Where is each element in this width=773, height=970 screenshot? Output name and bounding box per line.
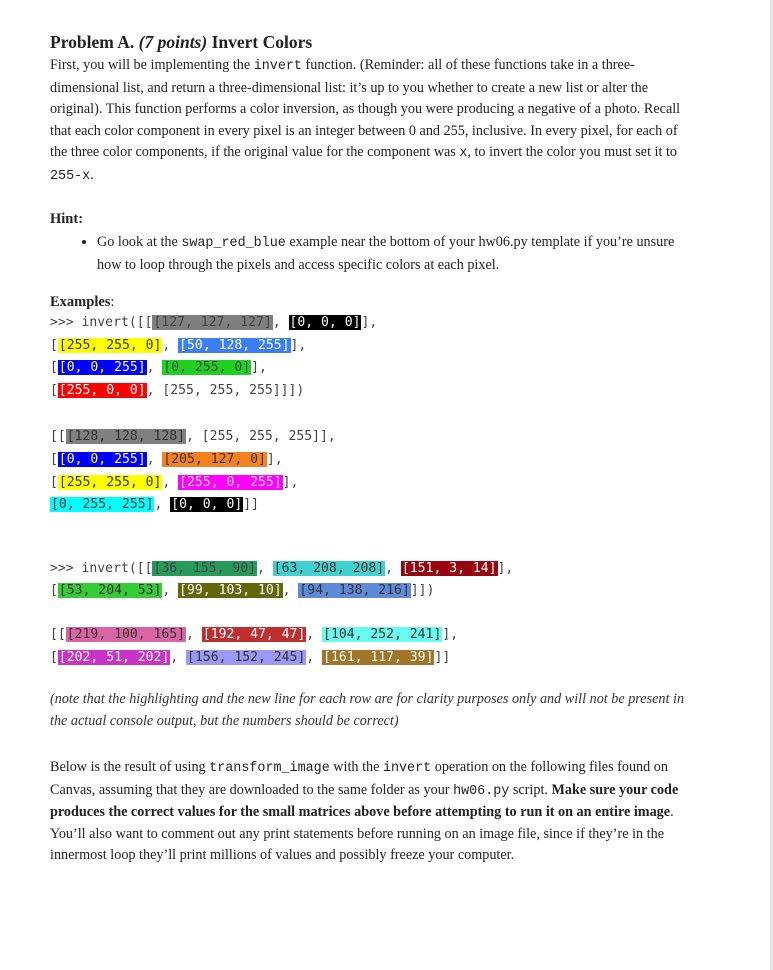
code-text: ,	[146, 360, 163, 376]
code-text: ],	[251, 360, 267, 376]
hint-item	[97, 232, 690, 276]
code-text: ],	[497, 560, 514, 576]
closing-paragraph	[50, 757, 690, 867]
code-text: [	[50, 474, 58, 490]
pixel-highlight: [156, 152, 245]	[187, 649, 306, 665]
closing-bold-warning: Make sure your code produces the correct values for the small matrices above before attempting to run it on an entire image	[50, 781, 679, 821]
code-text: ],	[282, 474, 299, 490]
intro-code-formula: 255-x	[50, 168, 91, 184]
pixel-highlight: [0, 0, 0]	[289, 315, 361, 330]
pixel-highlight: [192, 47, 47]	[202, 626, 306, 642]
example-2-input	[50, 558, 690, 603]
problem-points: (7 points)	[138, 32, 208, 52]
code-text: , [255, 255, 255]]])	[146, 382, 305, 398]
closing-code-invert: invert	[382, 761, 432, 777]
code-line	[50, 624, 690, 647]
code-text: ,	[170, 649, 187, 665]
code-text: ,	[256, 560, 273, 576]
intro-code-invert: invert	[253, 59, 302, 74]
pixel-highlight: [161, 117, 39]	[323, 649, 434, 665]
pixel-highlight: [63, 208, 208]	[273, 560, 385, 576]
code-line	[50, 494, 690, 517]
pixel-highlight: [205, 127, 0]	[163, 451, 266, 467]
code-text: [	[50, 360, 58, 376]
code-line	[50, 312, 690, 335]
pixel-highlight: [255, 255, 0]	[58, 337, 162, 353]
code-text: ,	[306, 626, 323, 642]
hint-text-1: Go look at the	[97, 234, 182, 250]
code-text: ,	[272, 315, 289, 330]
code-text: ,	[162, 583, 179, 599]
hint-code: swap_red_blue	[181, 236, 286, 251]
code-text: [	[50, 337, 58, 353]
example-1-input	[50, 312, 690, 402]
hint-list	[50, 232, 690, 276]
closing-text-5: . You’ll also want to comment out any print statements before running on an image file, since if they’re in the innermost loop they’ll print millions of values and possibly freeze your computer.	[50, 804, 674, 864]
intro-text-2: function. (Reminder: all of these functions take in a three-dimensional list, and return a three-dimensional list: it’s up to you whether to create a new list or alter the original). This function performs a color inversion, as though you were producing a negative of a photo. Recall that each color component in every pixel is an integer between 0 and 255, inclusive. In every pixel, for each of the three color components, if the original value for the component was	[50, 57, 681, 160]
problem-title	[50, 31, 690, 53]
pixel-highlight: [36, 155, 90]	[153, 560, 256, 576]
problem-label: Problem A.	[50, 32, 135, 52]
code-line	[50, 380, 690, 403]
closing-code-transform: transform_image	[209, 761, 330, 777]
examples-colon: :	[110, 294, 115, 310]
closing-text-2: with the	[329, 759, 383, 776]
code-line	[50, 426, 690, 449]
code-text: [	[50, 583, 58, 599]
code-text: ,	[146, 451, 163, 467]
intro-text-3: , to invert the color you must set it to	[467, 144, 678, 160]
pixel-highlight: [0, 255, 0]	[163, 360, 251, 376]
code-text: [[	[50, 429, 66, 445]
pixel-highlight: [128, 128, 128]	[66, 429, 186, 445]
pixel-highlight: [53, 204, 53]	[58, 583, 162, 599]
code-text: ,	[186, 626, 202, 642]
code-text: [	[50, 382, 58, 398]
code-line	[50, 357, 690, 380]
closing-text-3: operation on the following files found on Canvas, assuming that they are downloaded to the same folder as your	[50, 759, 668, 798]
intro-text-1: First, you will be implementing the	[50, 57, 254, 73]
hint-label: Hint:	[50, 211, 84, 227]
hint-text-2: example near the bottom of your hw06.py template if you’re unsure how to loop through the pixels and access specific colors at each pixel.	[97, 234, 675, 273]
code-text: , [255, 255, 255]],	[186, 429, 336, 445]
code-line	[50, 647, 690, 670]
code-text: ],	[361, 315, 378, 330]
pixel-highlight: [0, 0, 255]	[58, 451, 146, 467]
code-line	[50, 558, 690, 581]
code-text: ]]	[434, 649, 451, 665]
document-page	[50, 31, 690, 867]
pixel-highlight: [255, 255, 0]	[58, 474, 162, 490]
closing-text-1: Below is the result of using	[50, 759, 210, 776]
pixel-highlight: [0, 255, 255]	[51, 497, 154, 513]
pixel-highlight: [94, 138, 216]	[299, 583, 410, 599]
code-line	[50, 449, 690, 472]
examples-heading	[50, 292, 690, 312]
pixel-highlight: [99, 103, 10]	[179, 583, 282, 599]
pixel-highlight: [255, 0, 0]	[58, 382, 146, 398]
code-line	[50, 472, 690, 495]
code-line	[50, 335, 690, 358]
example-1-output	[50, 426, 690, 516]
intro-code-x: x	[459, 146, 468, 161]
code-text: ,	[154, 497, 171, 513]
clarity-note: (note that the highlighting and the new line for each row are for clarity purposes only and will not be present in the actual console output, but the numbers should be correct)	[50, 691, 685, 729]
pixel-highlight: [50, 128, 255]	[179, 337, 290, 353]
code-text: >>> invert([[	[50, 315, 153, 330]
examples-label: Examples	[50, 294, 111, 310]
code-text: [[	[50, 626, 66, 642]
code-line	[50, 580, 690, 603]
code-text: ],	[266, 451, 283, 467]
pixel-highlight: [151, 3, 14]	[401, 560, 497, 576]
code-text: >>> invert([[	[50, 560, 153, 576]
pixel-highlight: [127, 127, 127]	[153, 315, 272, 330]
code-text: ,	[162, 474, 179, 490]
pixel-highlight: [255, 0, 255]	[179, 474, 282, 490]
example-2-output	[50, 624, 690, 669]
code-text: ,	[162, 337, 179, 353]
code-text: ]]	[243, 497, 259, 513]
pixel-highlight: [202, 51, 202]	[58, 649, 170, 665]
pixel-highlight: [0, 0, 0]	[171, 497, 243, 513]
code-text: ,	[306, 649, 323, 665]
code-text: ],	[442, 626, 459, 642]
code-text: ,	[282, 583, 299, 599]
code-text: ]])	[410, 583, 435, 599]
closing-text-4: script.	[509, 781, 552, 798]
problem-name: Invert Colors	[211, 32, 313, 52]
intro-paragraph	[50, 55, 690, 187]
pixel-highlight: [0, 0, 255]	[58, 360, 146, 376]
code-text: ],	[290, 337, 307, 353]
closing-code-file: hw06.py	[453, 783, 510, 799]
code-text: ,	[385, 560, 401, 576]
pixel-highlight: [219, 100, 165]	[66, 626, 186, 642]
intro-text-4: .	[90, 166, 94, 183]
code-text: [	[50, 451, 58, 467]
code-text: [	[50, 649, 58, 665]
pixel-highlight: [104, 252, 241]	[323, 626, 442, 642]
